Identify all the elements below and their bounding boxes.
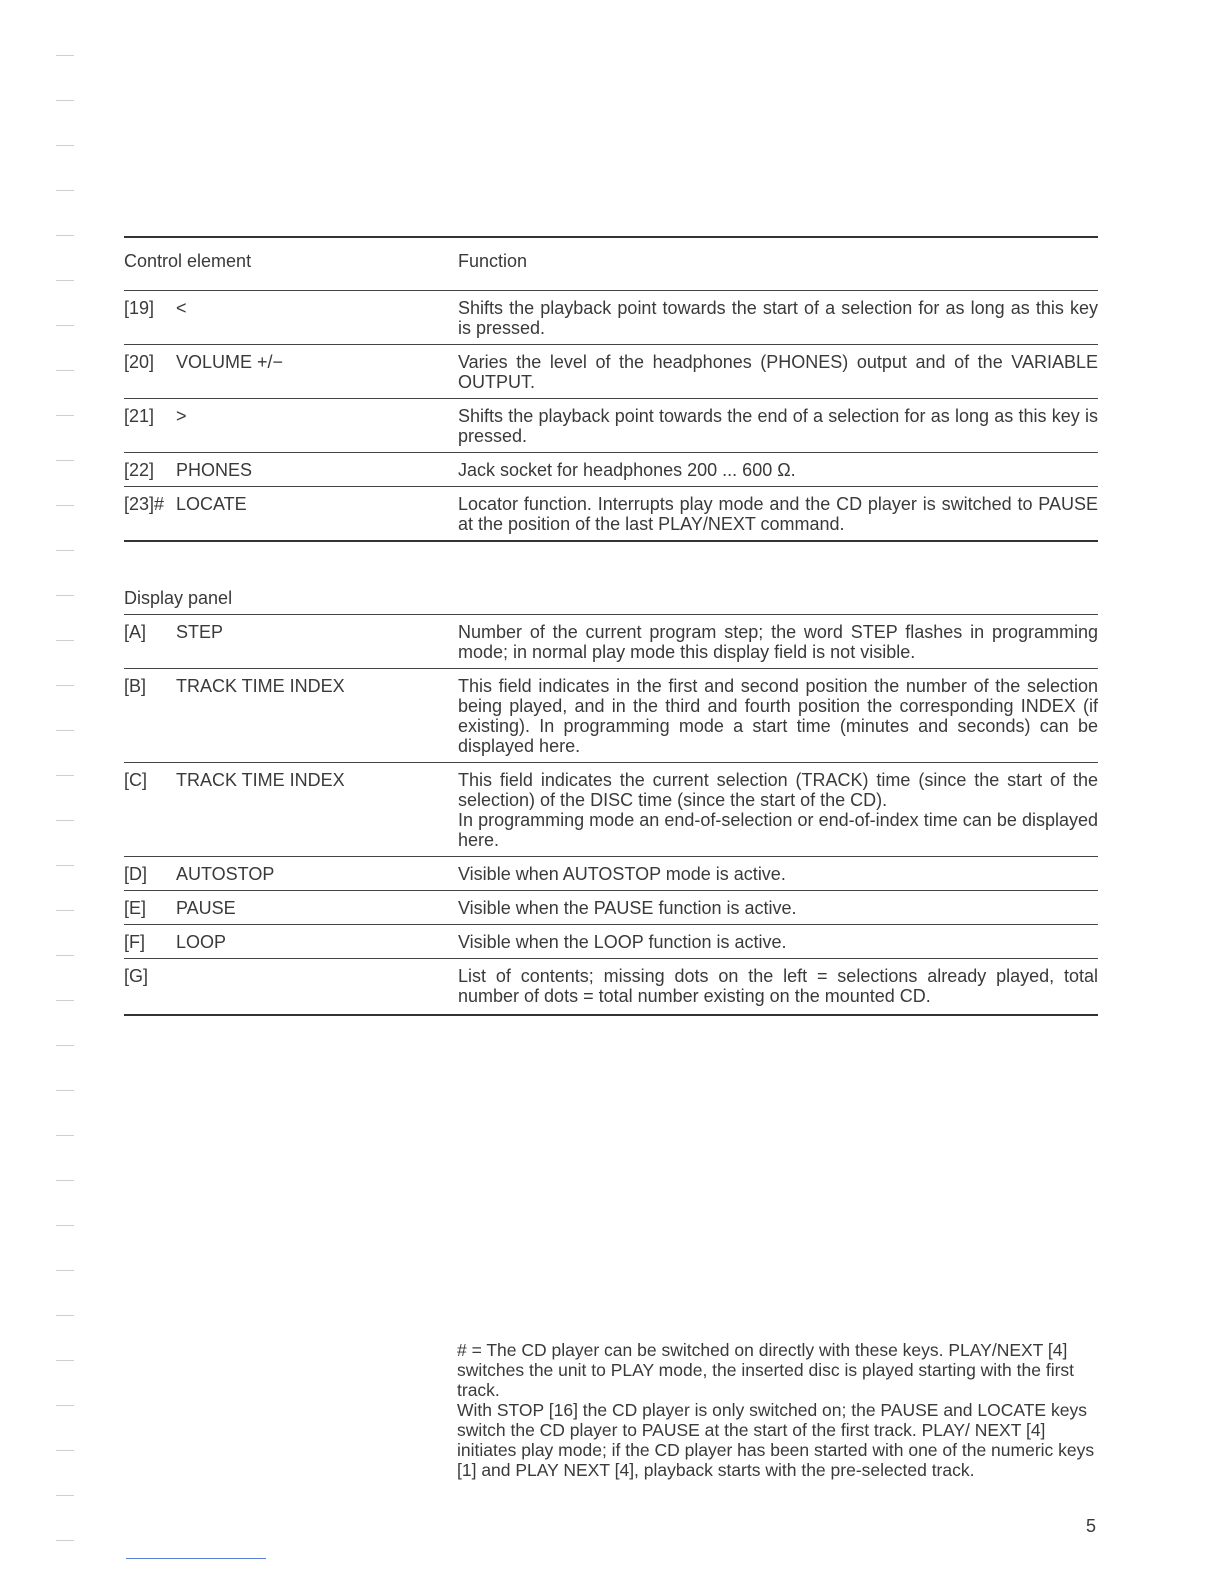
- row-function: Visible when the LOOP function is active.: [458, 932, 787, 952]
- footnote-paragraph: With STOP [16] the CD player is only switched on; the PAUSE and LOCATE keys switch the CD player to PAUSE at the start of the first track. PLAY/ NEXT [4] initiates play mode; if the CD player has been started with one of the numeric keys [1] and PLAY NEXT [4], playback starts with the pre-selected track.: [457, 1400, 1095, 1480]
- row-number: [19]: [124, 298, 155, 318]
- row-field-name: [176, 966, 458, 1006]
- control-elements-table: [124, 236, 1098, 542]
- row-letter: [C]: [124, 770, 148, 790]
- table-header: [124, 238, 1098, 291]
- row-control-name: >: [176, 406, 187, 426]
- table-row: [124, 959, 1098, 1016]
- row-field-name: AUTOSTOP: [176, 864, 275, 884]
- row-number: [20]: [124, 352, 155, 372]
- row-letter: [B]: [124, 676, 147, 696]
- row-letter: [D]: [124, 864, 148, 884]
- header-function: Function: [458, 251, 528, 271]
- display-panel-table: [124, 614, 1098, 1016]
- row-function: This field indicates in the first and second position the number of the selection being played, and in the third and fourth position the corresponding INDEX (if existing). In programming mode a start time (minutes and seconds) can be displayed here.: [458, 676, 1098, 756]
- row-number: [23]#: [124, 494, 165, 514]
- page-number: 5: [1086, 1516, 1097, 1536]
- row-function: Visible when the PAUSE function is active.: [458, 898, 797, 918]
- footnote-paragraph: # = The CD player can be switched on directly with these keys. PLAY/NEXT [4] switches the unit to PLAY mode, the inserted disc is played starting with the first track.: [457, 1340, 1075, 1400]
- footnote: [457, 1340, 1097, 1480]
- table-row: [124, 345, 1098, 399]
- row-function: This field indicates the current selection (TRACK) time (since the start of the selection) of the DISC time (since the start of the CD).: [458, 770, 1098, 810]
- margin-ticks: [56, 55, 74, 1585]
- row-function: Locator function. Interrupts play mode and the CD player is switched to PAUSE at the position of the last PLAY/NEXT command.: [458, 494, 1098, 534]
- row-function: Visible when AUTOSTOP mode is active.: [458, 864, 786, 884]
- row-control-name: PHONES: [176, 460, 253, 480]
- row-function: Varies the level of the headphones (PHONES) output and of the VARIABLE OUTPUT.: [458, 352, 1098, 392]
- display-panel-title: Display panel: [124, 588, 233, 608]
- row-control-name: <: [176, 298, 187, 318]
- table-row: [124, 399, 1098, 453]
- row-field-name: PAUSE: [176, 898, 236, 918]
- row-function: Shifts the playback point towards the end of a selection for as long as this key is pressed.: [458, 406, 1098, 446]
- row-number: [22]: [124, 460, 155, 480]
- table-row: [124, 891, 1098, 925]
- table-row: [124, 857, 1098, 891]
- row-number: [21]: [124, 406, 155, 426]
- row-function-continued: In programming mode an end-of-selection or end-of-index time can be displayed here.: [458, 810, 1098, 850]
- row-field-name: LOOP: [176, 932, 227, 952]
- row-function: List of contents; missing dots on the left = selections already played, total number of dots = total number existing on the mounted CD.: [458, 966, 1098, 1006]
- header-control-element: Control element: [124, 251, 252, 271]
- row-letter: [E]: [124, 898, 147, 918]
- table-row: [124, 669, 1098, 763]
- row-letter: [A]: [124, 622, 147, 642]
- row-letter: [F]: [124, 932, 145, 952]
- table-row: [124, 291, 1098, 345]
- row-field-name: TRACK TIME INDEX: [176, 770, 345, 790]
- row-function-group: [458, 770, 1098, 850]
- row-control-name: LOCATE: [176, 494, 247, 514]
- table-row: [124, 925, 1098, 959]
- row-field-name: STEP: [176, 622, 224, 642]
- row-control-name: VOLUME +/−: [176, 352, 284, 372]
- row-function: Number of the current program step; the word STEP flashes in programming mode; in normal play mode this display field is not visible.: [458, 622, 1098, 662]
- table-row: [124, 487, 1098, 542]
- table-row: [124, 615, 1098, 669]
- row-function: Jack socket for headphones 200 ... 600 Ω.: [458, 460, 796, 480]
- table-row: [124, 453, 1098, 487]
- bottom-rule: [126, 1558, 266, 1559]
- row-field-name: TRACK TIME INDEX: [176, 676, 345, 696]
- table-row: [124, 763, 1098, 857]
- row-letter: [G]: [124, 966, 149, 986]
- row-function: Shifts the playback point towards the start of a selection for as long as this key is pressed.: [458, 298, 1098, 338]
